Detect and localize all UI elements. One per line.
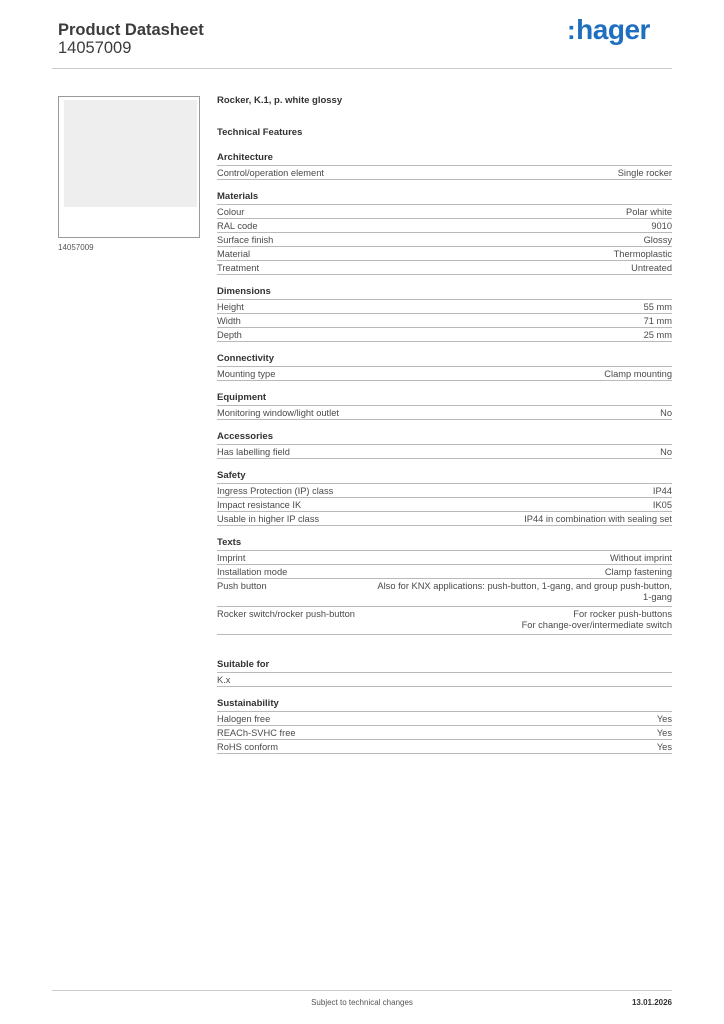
row-value: Without imprint <box>610 553 672 563</box>
table-row <box>217 726 672 740</box>
row-label: Usable in higher IP class <box>217 514 320 524</box>
row-label: Push button <box>217 581 267 591</box>
row-value: Clamp mounting <box>604 369 672 379</box>
row-value: IP44 in combination with sealing set <box>524 514 672 524</box>
row-label: Installation mode <box>217 567 288 577</box>
section-title: Connectivity <box>217 352 672 367</box>
logo-colon-icon: : <box>567 15 576 45</box>
table-row <box>217 579 672 607</box>
row-label: Treatment <box>217 263 260 273</box>
row-value: Clamp fastening <box>604 567 672 577</box>
row-value: 55 mm <box>643 302 672 312</box>
row-value: Also for KNX applications: push-button, 1-gang, and group push-button, 1-gang <box>377 581 672 602</box>
table-row <box>217 607 672 635</box>
hager-logo <box>567 14 650 46</box>
row-label: REACh-SVHC free <box>217 728 296 738</box>
header-divider <box>52 68 672 69</box>
table-row <box>217 406 672 420</box>
section-title: Dimensions <box>217 285 672 300</box>
row-value: 9010 <box>651 221 672 231</box>
feature-sections <box>217 151 672 754</box>
row-label: Surface finish <box>217 235 274 245</box>
section-title: Suitable for <box>217 658 672 673</box>
section-title: Texts <box>217 536 672 551</box>
footer-note: Subject to technical changes <box>311 998 413 1007</box>
row-value: No <box>660 447 672 457</box>
product-image-caption: 14057009 <box>58 243 94 252</box>
product-name: Rocker, K.1, p. white glossy <box>217 95 343 106</box>
table-row <box>217 512 672 526</box>
section-sustainability <box>217 697 672 754</box>
section-title: Architecture <box>217 151 672 166</box>
row-value: Untreated <box>631 263 672 273</box>
table-row <box>217 712 672 726</box>
row-label: Impact resistance IK <box>217 500 302 510</box>
row-label: Rocker switch/rocker push-button <box>217 609 355 619</box>
table-row <box>217 205 672 219</box>
page-title: Product Datasheet <box>58 21 204 39</box>
table-row <box>217 740 672 754</box>
table-row <box>217 219 672 233</box>
section-title: Accessories <box>217 430 672 445</box>
product-image-frame <box>58 96 200 238</box>
row-value: Thermoplastic <box>613 249 672 259</box>
table-row <box>217 673 672 687</box>
section-materials <box>217 190 672 275</box>
product-code: 14057009 <box>58 39 132 57</box>
footer-divider <box>52 990 672 991</box>
section-title: Equipment <box>217 391 672 406</box>
row-label: Material <box>217 249 251 259</box>
row-label: Ingress Protection (IP) class <box>217 486 334 496</box>
section-title: Sustainability <box>217 697 672 712</box>
row-label: Width <box>217 316 241 326</box>
technical-features-title: Technical Features <box>217 127 303 138</box>
table-row <box>217 565 672 579</box>
table-row <box>217 445 672 459</box>
row-value: Polar white <box>626 207 672 217</box>
row-value: IP44 <box>652 486 672 496</box>
row-label: Height <box>217 302 244 312</box>
table-row <box>217 247 672 261</box>
section-suitable-for <box>217 658 672 687</box>
row-value: No <box>660 408 672 418</box>
row-label: Depth <box>217 330 242 340</box>
row-value: 71 mm <box>643 316 672 326</box>
logo-text: hager <box>576 14 650 45</box>
table-row <box>217 166 672 180</box>
section-architecture <box>217 151 672 180</box>
section-accessories <box>217 430 672 459</box>
row-value: Single rocker <box>617 168 672 178</box>
table-row <box>217 551 672 565</box>
row-label: K.x <box>217 675 231 685</box>
row-value: IK05 <box>652 500 672 510</box>
table-row <box>217 367 672 381</box>
section-equipment <box>217 391 672 420</box>
section-title: Safety <box>217 469 672 484</box>
row-label: Monitoring window/light outlet <box>217 408 339 418</box>
row-label: RoHS conform <box>217 742 278 752</box>
table-row <box>217 484 672 498</box>
section-texts <box>217 536 672 635</box>
table-row <box>217 233 672 247</box>
row-label: Colour <box>217 207 245 217</box>
section-title: Materials <box>217 190 672 205</box>
row-label: Control/operation element <box>217 168 324 178</box>
row-value: 25 mm <box>643 330 672 340</box>
table-row <box>217 498 672 512</box>
table-row <box>217 314 672 328</box>
row-value: Yes <box>656 742 672 752</box>
row-label: Mounting type <box>217 369 276 379</box>
row-value: Glossy <box>643 235 672 245</box>
footer-date: 13.01.2026 <box>631 998 672 1007</box>
datasheet-content <box>217 92 672 754</box>
table-row <box>217 261 672 275</box>
section-connectivity <box>217 352 672 381</box>
product-image <box>64 100 197 207</box>
row-value: Yes <box>656 728 672 738</box>
row-label: RAL code <box>217 221 258 231</box>
row-value: Yes <box>656 714 672 724</box>
section-dimensions <box>217 285 672 342</box>
row-label: Has labelling field <box>217 447 290 457</box>
table-row <box>217 328 672 342</box>
section-safety <box>217 469 672 526</box>
table-row <box>217 300 672 314</box>
row-value: For rocker push-buttons For change-over/intermediate switch <box>521 609 672 630</box>
row-label: Imprint <box>217 553 246 563</box>
row-label: Halogen free <box>217 714 271 724</box>
